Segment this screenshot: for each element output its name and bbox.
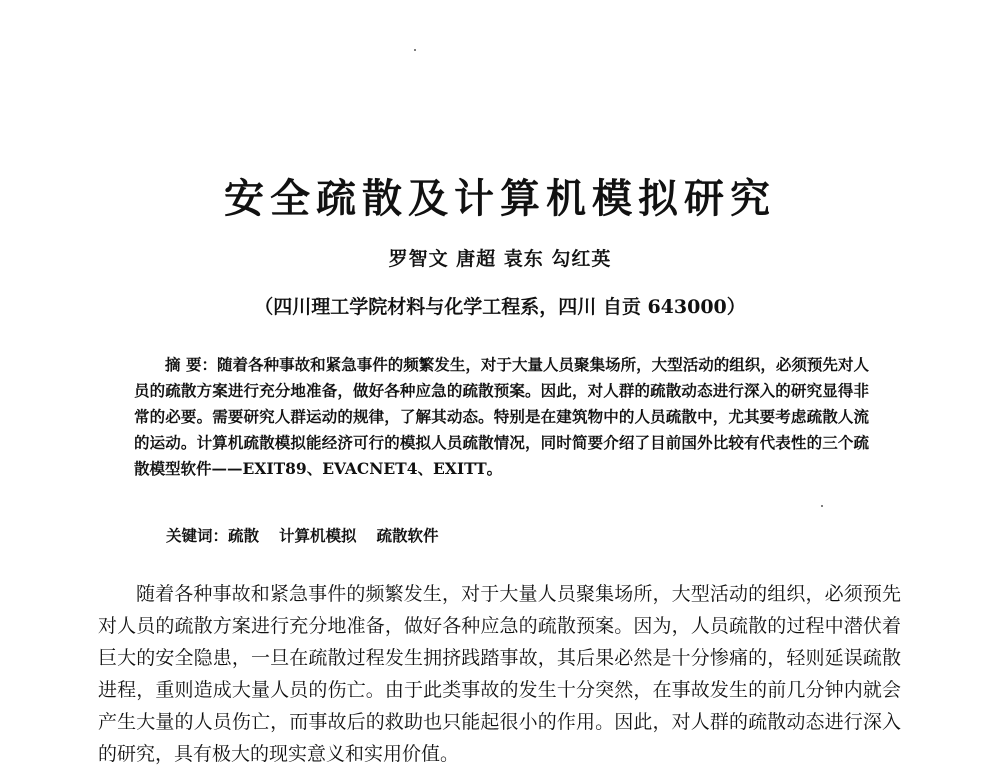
- author-list: 罗智文 唐超 袁东 勾红英: [388, 248, 612, 270]
- abstract-label: 摘 要：: [165, 355, 217, 374]
- keyword-item: 疏散软件: [376, 526, 439, 545]
- scan-speck: [821, 505, 823, 507]
- keywords-line: [166, 523, 459, 549]
- keyword-item: 计算机模拟: [279, 526, 357, 545]
- keywords-label: 关键词：: [166, 526, 229, 545]
- author-affiliation: （四川理工学院材料与化学工程系，四川 自贡 643000）: [254, 296, 746, 318]
- abstract-paragraph: [134, 352, 869, 482]
- keyword-item: 疏散: [228, 526, 260, 545]
- abstract-text: 随着各种事故和紧急事件的频繁发生，对于大量人员聚集场所，大型活动的组织，必须预先对人员的疏散方案进行充分地准备，做好各种应急的疏散预案。因此，对人群的疏散动态进行深入的研究显得非常的必要。需要研究人群运动的规律，了解其动态。特别是在建筑物中的人员疏散中，尤其要考虑疏散人流的运动。计算机疏散模拟能经济可行的模拟人员疏散情况，同时简要介绍了目前国外比较有代表性的三个疏散模型软件——EXIT89、EVACNET4、EXITT。: [134, 355, 869, 478]
- intro-paragraph: 随着各种事故和紧急事件的频繁发生，对于大量人员聚集场所，大型活动的组织，必须预先对人员的疏散方案进行充分地准备，做好各种应急的疏散预案。因为，人员疏散的过程中潜伏着巨大的安全隐患，一旦在疏散过程发生拥挤践踏事故，其后果必然是十分惨痛的，轻则延误疏散进程，重则造成大量人员的伤亡。由于此类事故的发生十分突然，在事故发生的前几分钟内就会产生大量的人员伤亡，而事故后的救助也只能起很小的作用。因此，对人群的疏散动态进行深入的研究，具有极大的现实意义和实用价值。: [98, 583, 901, 765]
- paper-title: 安全疏散及计算机模拟研究: [224, 175, 776, 222]
- scan-speck: [414, 49, 416, 51]
